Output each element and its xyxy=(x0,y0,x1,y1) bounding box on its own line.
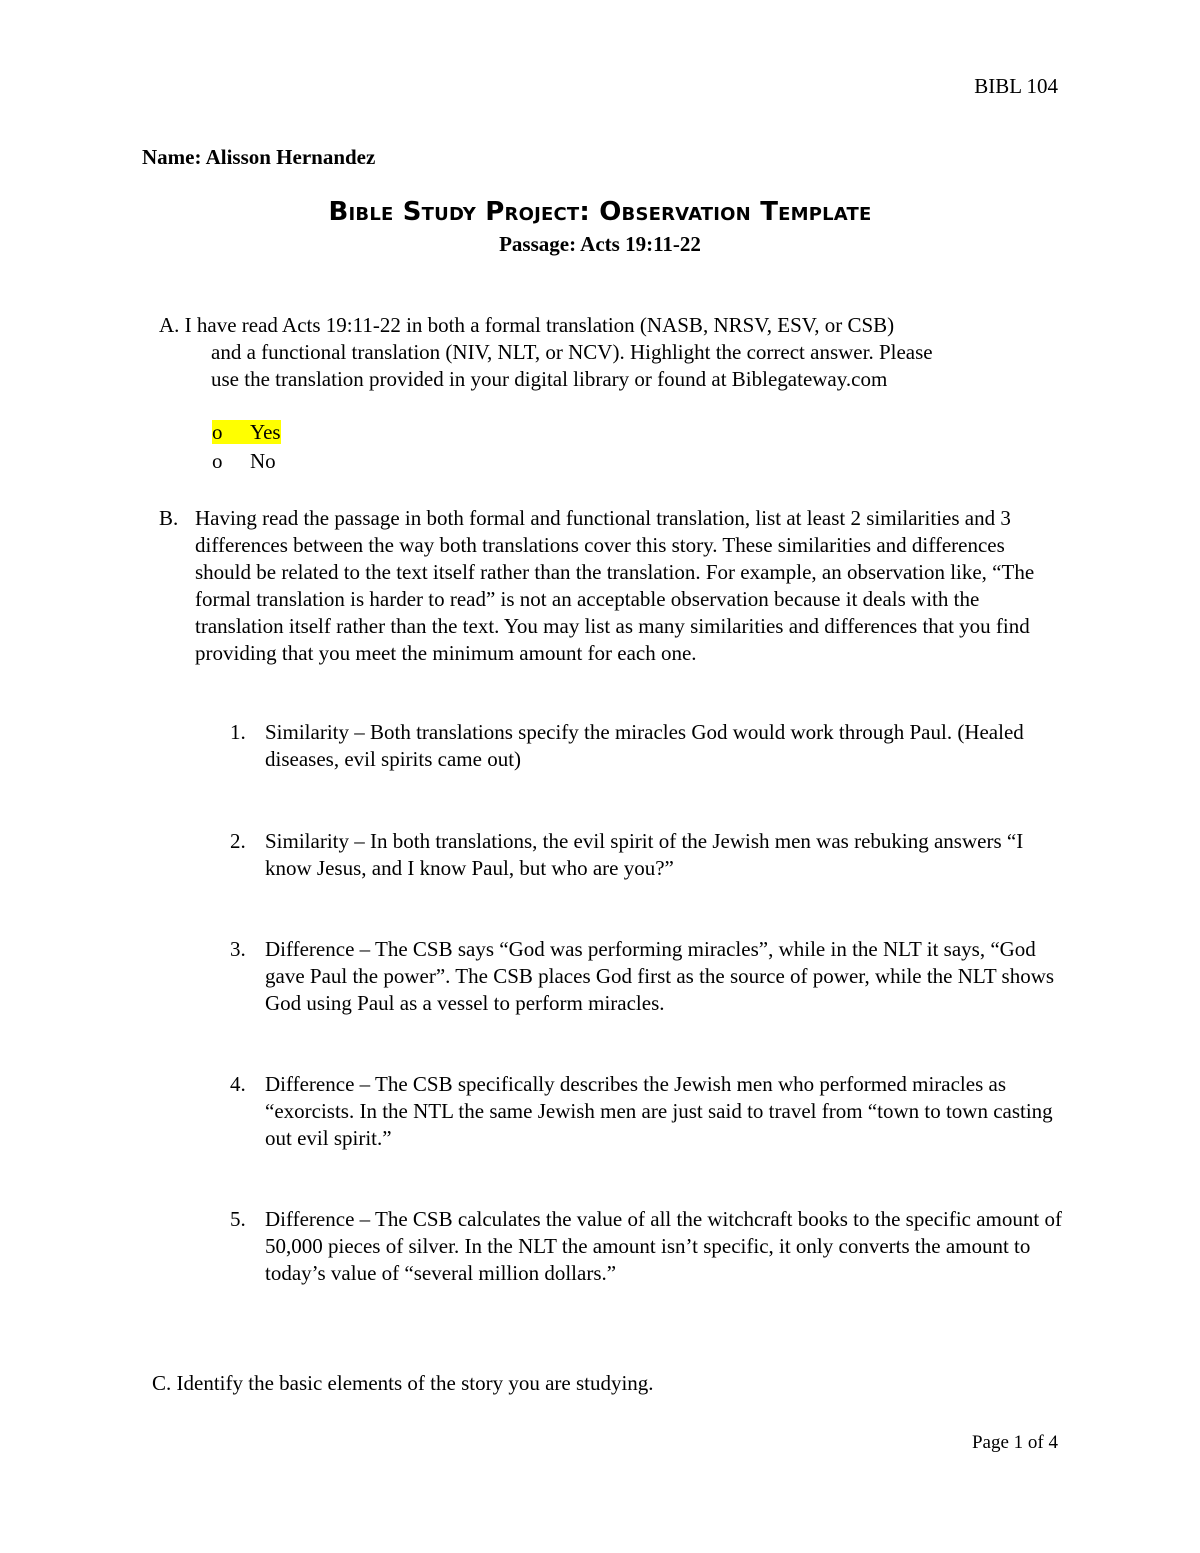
list-item xyxy=(230,936,1070,1017)
section-b-instructions: Having read the passage in both formal and functional translation, list at least 2 similarities and 3 differences between the way both translations cover this story. These similarities and differences should be related to the text itself rather than the translation. For example, an observation like, “The formal translation is harder to read” is not an acceptable observation because it deals with the translation itself rather than the text. You may list as many similarities and differences that you find providing that you meet the minimum amount for each one. xyxy=(195,506,1035,665)
list-item-text: Difference – The CSB calculates the value of all the witchcraft books to the specific amount of 50,000 pieces of silver. In the NLT the amount isn’t specific, it only converts the amount to today’s value of “several million dollars.” xyxy=(265,1207,1062,1285)
list-item xyxy=(230,719,1070,773)
option-bullet: o xyxy=(212,449,223,473)
section-a-line-3: use the translation provided in your digital library or found at Biblegateway.com xyxy=(211,367,888,391)
list-item xyxy=(230,828,1070,882)
document-title: Bible Study Project: Observation Template xyxy=(328,197,872,227)
list-item-number: 3. xyxy=(230,937,246,961)
page-number: Page 1 of 4 xyxy=(971,1432,1058,1453)
list-item-text: Similarity – Both translations specify the miracles God would work through Paul. (Healed diseases, evil spirits came out) xyxy=(265,720,1024,771)
list-item xyxy=(230,1206,1070,1287)
passage-reference: Passage: Acts 19:11-22 xyxy=(499,232,701,256)
list-item xyxy=(230,1071,1070,1152)
list-item-number: 1. xyxy=(230,720,246,744)
list-item-number: 4. xyxy=(230,1072,246,1096)
section-b-letter: B. xyxy=(159,506,179,530)
option-no[interactable] xyxy=(212,447,276,475)
section-a-line-1: A. I have read Acts 19:11-22 in both a formal translation (NASB, NRSV, ESV, or CSB) xyxy=(159,313,895,337)
student-name: Name: Alisson Hernandez xyxy=(142,145,376,169)
option-no-label: No xyxy=(250,449,276,473)
list-item-text: Similarity – In both translations, the evil spirit of the Jewish men was rebuking answers “I know Jesus, and I know Paul, but who are you?” xyxy=(265,829,1024,880)
option-yes-label: Yes xyxy=(250,420,281,444)
section-a xyxy=(159,312,1059,393)
option-yes[interactable] xyxy=(212,418,281,446)
section-a-line-2: and a functional translation (NIV, NLT, or NCV). Highlight the correct answer. Please xyxy=(211,340,933,364)
option-yes-highlight xyxy=(212,420,281,444)
list-item-number: 2. xyxy=(230,829,246,853)
option-bullet: o xyxy=(212,420,223,444)
list-item-text: Difference – The CSB specifically describes the Jewish men who performed miracles as “exorcists. In the NTL the same Jewish men are just said to travel from “town to town casting out evil spirit.” xyxy=(265,1072,1053,1150)
course-code: BIBL 104 xyxy=(974,74,1058,98)
list-item-number: 5. xyxy=(230,1207,246,1231)
section-c: C. Identify the basic elements of the story you are studying. xyxy=(152,1371,654,1395)
list-item-text: Difference – The CSB says “God was performing miracles”, while in the NLT it says, “God gave Paul the power”. The CSB places God first as the source of power, while the NLT shows God using Paul as a vessel to perform miracles. xyxy=(265,937,1055,1015)
